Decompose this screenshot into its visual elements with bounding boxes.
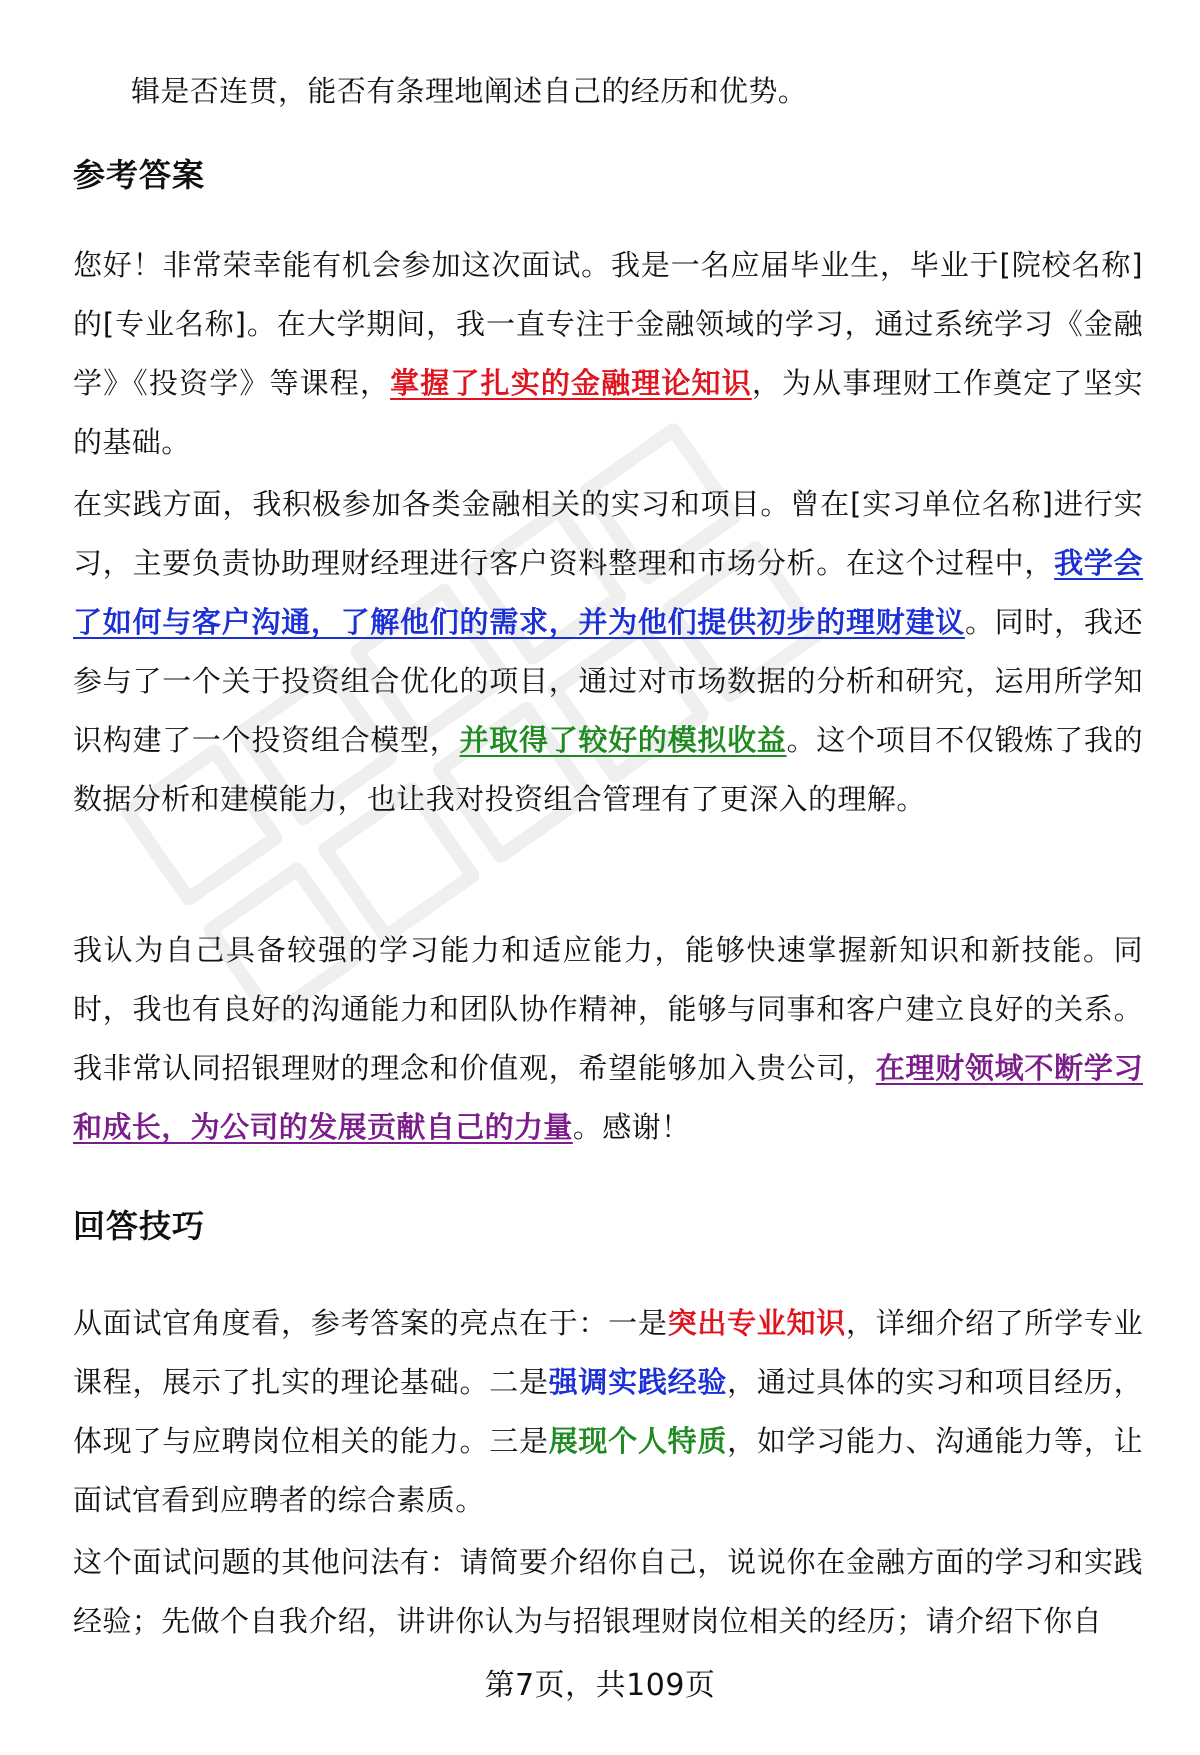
tips-keyword-professional-knowledge: 突出专业知识 — [667, 1306, 846, 1340]
answer-p2-text-3: 。这个项目不仅锻炼了我的数据分析和建模能力，也让我对投资组合管理有了更深入的理解。 — [73, 723, 1144, 816]
answer-p3-text-1: 我认为自己具备较强的学习能力和适应能力，能够快速掌握新知识和新技能。同时，我也有良好的沟通能力和团队协作精神，能够与同事和客户建立良好的关系。我非常认同招银理财的理念和价值观，希望能够加入贵公司， — [73, 933, 1143, 1085]
answer-paragraph-3 — [73, 921, 1143, 1157]
page-number-footer: 第7页，共109页 — [484, 1668, 716, 1703]
answer-p2-highlight-2: 并取得了较好的模拟收益 — [459, 723, 787, 757]
tips-keyword-personal-traits: 展现个人特质 — [548, 1424, 728, 1458]
answer-p3-highlight-1: 在理财领域不断学习和成长，为公司的发展贡献自己的力量 — [73, 1051, 1143, 1144]
answer-p2-highlight-1: 我学会了如何与客户沟通，了解他们的需求，并为他们提供初步的理财建议 — [73, 546, 1144, 639]
tips-paragraph-1 — [73, 1294, 1143, 1530]
answer-p1-text-1: 您好！非常荣幸能有机会参加这次面试。我是一名应届毕业生，毕业于[院校名称]的[专业名称]。在大学期间，我一直专注于金融领域的学习，通过系统学习《金融学》《投资学》等课程， — [73, 248, 1143, 400]
tips-p1-text-4: ，如学习能力、沟通能力等，让面试官看到应聘者的综合素质。 — [73, 1424, 1143, 1517]
answer-paragraph-2 — [73, 475, 1143, 829]
tips-p1-text-3: ，通过具体的实习和项目经历，体现了与应聘岗位相关的能力。三是 — [73, 1365, 1143, 1458]
intro-text: 辑是否连贯，能否有条理地阐述自己的经历和优势。 — [131, 74, 808, 108]
answer-paragraph-1 — [73, 236, 1143, 472]
answer-p2-text-2: 。同时，我还参与了一个关于投资组合优化的项目，通过对市场数据的分析和研究，运用所学知识构建了一个投资组合模型， — [73, 605, 1143, 757]
answer-p1-text-2: ，为从事理财工作奠定了坚实的基础。 — [73, 366, 1144, 459]
tips-paragraph-2 — [73, 1533, 1143, 1651]
reference-answer-heading: 参考答案 — [73, 156, 206, 194]
answer-p2-text-1: 在实践方面，我积极参加各类金融相关的实习和项目。曾在[实习单位名称]进行实习，主要负责协助理财经理进行客户资料整理和市场分析。在这个过程中， — [73, 487, 1143, 580]
answer-p1-highlight-1: 掌握了扎实的金融理论知识 — [390, 366, 752, 400]
answer-p3-text-2: 。感谢！ — [572, 1110, 691, 1144]
tips-p1-text-1: 从面试官角度看，参考答案的亮点在于：一是 — [73, 1306, 668, 1340]
tips-p2-text: 这个面试问题的其他问法有：请简要介绍你自己，说说你在金融方面的学习和实践经验；先做个自我介绍，讲讲你认为与招银理财岗位相关的经历；请介绍下你自 — [73, 1545, 1143, 1638]
tips-keyword-practical-experience: 强调实践经验 — [548, 1365, 728, 1399]
answer-tips-heading: 回答技巧 — [73, 1207, 206, 1245]
tips-p1-text-2: ，详细介绍了所学专业课程，展示了扎实的理论基础。二是 — [73, 1306, 1143, 1399]
